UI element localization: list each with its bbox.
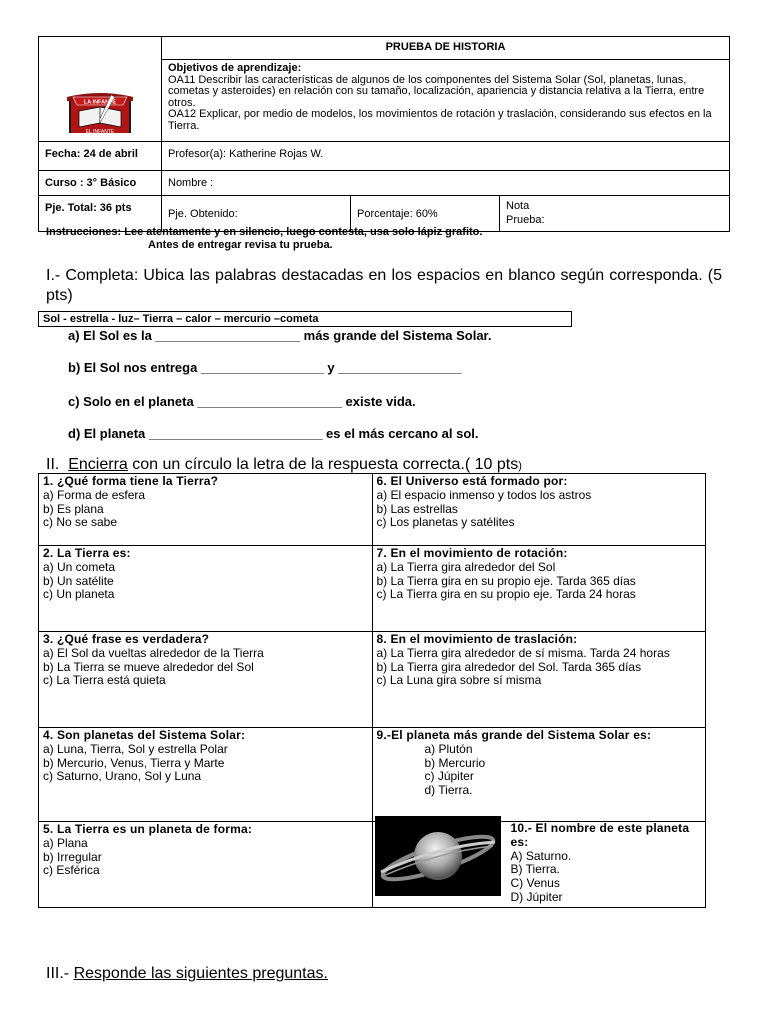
option[interactable]: c) Saturno, Urano, Sol y Luna (43, 769, 202, 784)
fill-item-d[interactable]: d) El planeta ________________________ es el más cercano al sol. (68, 426, 479, 441)
question-7 (372, 546, 706, 632)
question-text: 4. Son planetas del Sistema Solar: (43, 728, 246, 742)
questions-table (38, 473, 706, 908)
objective-oa12: OA12 Explicar, por medio de modelos, los movimientos de rotación y traslación, considerando sus efectos en la Tierra. (168, 108, 712, 132)
question-9 (372, 728, 706, 822)
question-text: 8. En el movimiento de traslación: (376, 632, 578, 646)
question-text: 9.-El planeta más grande del Sistema Solar es: (376, 728, 652, 742)
question-8 (372, 632, 706, 728)
question-3 (39, 632, 373, 728)
section-2-title (46, 456, 522, 474)
option[interactable]: b) Irregular (43, 849, 102, 864)
learning-objectives (162, 60, 730, 142)
question-2 (39, 546, 373, 632)
question-1 (39, 474, 373, 546)
option[interactable]: a) Un cometa (43, 559, 116, 574)
section-2-prefix: II. (46, 456, 69, 473)
option[interactable]: a) El espacio inmenso y todos los astros (376, 487, 592, 502)
option[interactable]: a) Luna, Tierra, Sol y estrella Polar (43, 741, 228, 756)
option[interactable]: b) Es plana (43, 501, 104, 516)
objective-oa11: OA11 Describir las características de algunos de los componentes del Sistema Solar (Sol, planetas, lunas, cometas y asteroides) en relación con su tamaño, localización, apariencia y distancia relativa a la Tierra, entre otros. (168, 73, 705, 109)
grade-label: Nota (506, 200, 530, 212)
option[interactable]: a) Plutón (424, 741, 473, 756)
option[interactable]: d) Tierra. (424, 783, 473, 798)
option[interactable]: b) Un satélite (43, 573, 114, 588)
section-1-title: I.- Completa: Ubica las palabras destacadas en los espacios en blanco según corresponda. (5 pts) (46, 267, 722, 304)
instructions-line-2: Antes de entregar revisa tu prueba. (148, 239, 333, 251)
option[interactable]: c) Un planeta (43, 587, 115, 602)
option[interactable]: c) Esférica (43, 863, 100, 878)
option[interactable]: b) Las estrellas (376, 501, 458, 516)
objectives-heading: Objetivos de aprendizaje: (168, 62, 302, 74)
word-bank: Sol - estrella - luz– Tierra – calor – mercurio –cometa (38, 311, 572, 327)
svg-text:LA INFANTE: LA INFANTE (83, 99, 117, 106)
question-6 (372, 474, 706, 546)
course-label: Curso : 3° Básico (39, 171, 162, 196)
question-text: 6. El Universo está formado por: (376, 474, 568, 488)
option[interactable]: c) No se sabe (43, 515, 118, 530)
fill-item-c[interactable]: c) Solo en el planeta ____________________ existe vida. (68, 394, 416, 409)
option[interactable]: a) La Tierra gira alrededor del Sol (376, 559, 556, 574)
date-label (39, 142, 162, 171)
question-text: 2. La Tierra es: (43, 546, 131, 560)
grade-field[interactable] (500, 196, 730, 232)
question-10 (372, 822, 706, 908)
option[interactable]: c) La Tierra está quieta (43, 673, 166, 688)
question-10-body (511, 822, 701, 905)
option[interactable]: a) Forma de esfera (43, 487, 146, 502)
option[interactable]: B) Tierra. (510, 862, 560, 877)
instructions-line-1: Instrucciones: Lee atentamente y en silencio, luego contesta, usa solo lápiz grafito. (46, 226, 483, 238)
section-2-keyword: Encierra (68, 456, 128, 473)
question-text: 10.- El nombre de este planeta es: (510, 821, 690, 849)
option[interactable]: c) La Luna gira sobre sí misma (376, 673, 542, 688)
question-4 (39, 728, 373, 822)
option[interactable]: a) El Sol da vueltas alrededor de la Tierra (43, 645, 264, 660)
option[interactable]: c) Los planetas y satélites (376, 515, 515, 530)
date-text: Fecha: 24 de abril (45, 148, 138, 160)
svg-text:EL INFANTE: EL INFANTE (85, 129, 115, 133)
option[interactable]: a) Plana (43, 835, 88, 850)
header-table (38, 36, 730, 232)
option[interactable]: b) La Tierra se mueve alrededor del Sol (43, 659, 254, 674)
option[interactable]: b) Mercurio, Venus, Tierra y Marte (43, 755, 225, 770)
saturn-image-icon (375, 816, 501, 896)
option[interactable]: D) Júpiter (510, 889, 563, 904)
score-obtained-field[interactable]: Pje. Obtenido: (162, 196, 351, 232)
section-2-rest: con un círculo la letra de la respuesta correcta.( 10 pts (127, 456, 519, 473)
instructions (46, 226, 482, 252)
teacher-label: Profesor(a): Katherine Rojas W. (162, 142, 730, 171)
section-3-keyword: Responde las siguientes preguntas. (73, 965, 328, 982)
option[interactable]: b) Mercurio (424, 755, 486, 770)
option[interactable]: b) La Tierra gira alrededor del Sol. Tarda 365 días (376, 659, 642, 674)
question-text: 3. ¿Qué frase es verdadera? (43, 632, 210, 646)
section-3-prefix: III.- (46, 965, 74, 982)
test-label: Prueba: (506, 214, 545, 226)
section-2-close: ) (518, 460, 522, 472)
exam-title: PRUEBA DE HISTORIA (162, 37, 730, 60)
name-field[interactable]: Nombre : (162, 171, 730, 196)
question-5 (39, 822, 373, 908)
fill-item-b[interactable]: b) El Sol nos entrega _________________ y _________________ (68, 360, 462, 375)
option[interactable]: A) Saturno. (510, 848, 572, 863)
school-logo-icon (39, 37, 161, 133)
section-3-title (46, 965, 328, 983)
option[interactable]: b) La Tierra gira en su propio eje. Tarda 365 días (376, 573, 636, 588)
percentage-label: Porcentaje: 60% (351, 196, 500, 232)
option[interactable]: c) Júpiter (424, 769, 474, 784)
logo-cell (39, 37, 162, 142)
question-text: 5. La Tierra es un planeta de forma: (43, 822, 253, 836)
fill-item-a[interactable]: a) El Sol es la ____________________ más grande del Sistema Solar. (68, 328, 492, 343)
option[interactable]: c) La Tierra gira en su propio eje. Tarda 24 horas (376, 587, 636, 602)
option[interactable]: a) La Tierra gira alrededor de sí misma. Tarda 24 horas (376, 645, 670, 660)
option[interactable]: C) Venus (510, 876, 560, 891)
question-text: 7. En el movimiento de rotación: (376, 546, 568, 560)
total-score-label: Pje. Total: 36 pts (39, 196, 162, 232)
question-text: 1. ¿Qué forma tiene la Tierra? (43, 474, 219, 488)
